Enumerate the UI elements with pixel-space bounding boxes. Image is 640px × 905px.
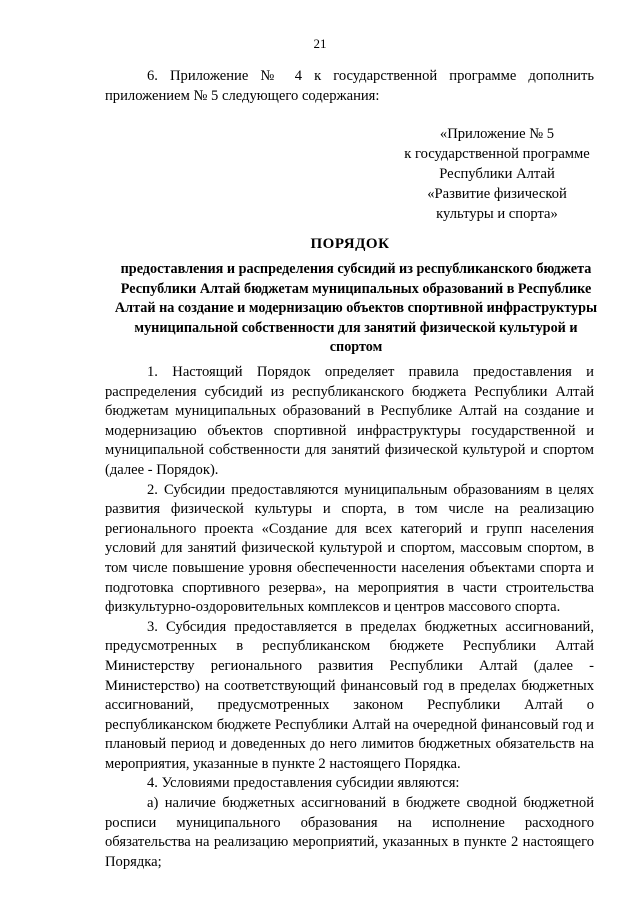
body-paragraph: 4. Условиями предоставления субсидии являются:: [147, 775, 460, 792]
body-paragraph: а) наличие бюджетных ассигнований в бюджете сводной бюджетной росписи муниципального образования на исполнение расходного обязательства на реализацию мероприятий, указанных в пункте 2 настоящего Порядка;: [105, 795, 594, 870]
appendix-line: «Развитие физической: [427, 186, 567, 202]
body-paragraph: 1. Настоящий Порядок определяет правила предоставления и распределения субсидий из республиканского бюджета Республики Алтай бюджетам муниципальных образований в Республике Алтай на создание и модернизацию объектов спортивной инфраструктуры государственной и муниципальной собственности для занятий физической культурой и спортом (далее - Порядок).: [105, 364, 594, 478]
body-paragraph: 3. Субсидия предоставляется в пределах бюджетных ассигнований, предусмотренных в республиканском бюджете Республики Алтай Министерству регионального развития Республики Алтай (далее - Министерство) на соответствующий финансовый год в пределах бюджетных ассигнований, предусмотренных законом Республики Алтай о республиканском бюджете Республики Алтай на очередной финансовый год и плановый период и доведенных до него лимитов бюджетных обязательств на мероприятия, указанные в пункте 2 настоящего Порядка.: [105, 618, 594, 772]
document-subtitle: предоставления и распределения субсидий из республиканского бюджета Республики Алтай бюджетам муниципальных образований в Республике Алтай на создание и модернизацию объектов спортивной инфраструктуры муниципальной собственности для занятий физической культурой и спортом: [114, 261, 598, 355]
page-number: 21: [313, 36, 327, 51]
appendix-line: Республики Алтай: [439, 166, 555, 182]
appendix-line: «Приложение № 5: [439, 126, 555, 142]
body-paragraph: 2. Субсидии предоставляются муниципальным образованиям в целях развития физической культуры и спорта, в том числе на реализацию регионального проекта «Создание для всех категорий и групп населения условий для занятий физической культурой и спортом, массовым спортом, в том числе повышение уровня обеспеченности населения объектами спорта и подготовка спортивного резерва», на мероприятия в части строительства физкультурно-оздоровительных комплексов и центров массового спорта.: [105, 481, 594, 616]
appendix-line: культуры и спорта»: [436, 206, 558, 222]
intro-paragraph: 6. Приложение № 4 к государственной программе дополнить приложением № 5 следующего содержания:: [105, 68, 594, 104]
document-body: [105, 363, 594, 872]
document-title: ПОРЯДОК: [310, 236, 390, 252]
appendix-line: к государственной программе: [404, 146, 590, 162]
appendix-header: [380, 124, 614, 224]
